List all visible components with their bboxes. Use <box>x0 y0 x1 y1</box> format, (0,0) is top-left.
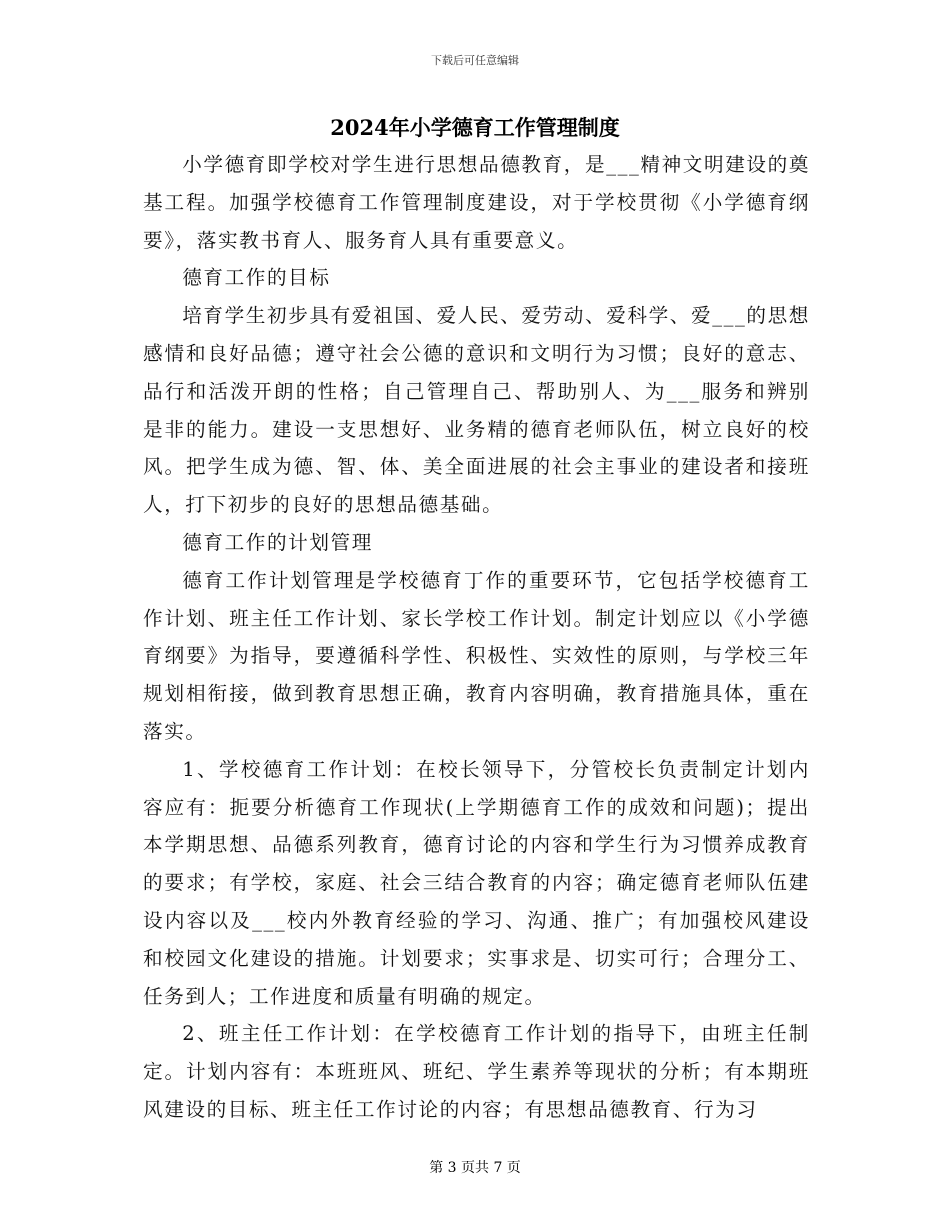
section-heading-goals: 德育工作的目标 <box>182 266 331 290</box>
intro-paragraph: 小学德育即学校对学生进行思想品德教育，是___精神文明建设的奠基工程。加强学校德育工作管理制度建设，对于学校贯彻《小学德育纲要》，落实教书育人、服务育人具有重要意义。 <box>143 153 810 252</box>
plan-management-paragraph: 德育工作计划管理是学校德育丁作的重要环节，它包括学校德育工作计划、班主任工作计划、家长学校工作计划。制定计划应以《小学德育纲要》为指导，要遵循科学性、积极性、实效性的原则，与学校三年规划相衔接，做到教育思想正确，教育内容明确，教育措施具体，重在落实。 <box>143 568 810 743</box>
class-teacher-plan-paragraph: 2、班主任工作计划：在学校德育工作计划的指导下，由班主任制定。计划内容有：本班班风、班纪、学生素养等现状的分析；有本期班风建设的目标、班主任工作讨论的内容；有思想品德教育、行为习 <box>143 1022 810 1121</box>
document-body <box>143 146 810 1129</box>
section-heading-plan-management: 德育工作的计划管理 <box>182 530 373 554</box>
page-footer: 第 3 页共 7 页 <box>429 1160 521 1176</box>
school-plan-paragraph: 1、学校德育工作计划：在校长领导下，分管校长负责制定计划内容应有：扼要分析德育工作现状(上学期德育工作的成效和问题)；提出本学期思想、品德系列教育，德育讨论的内容和学生行为习惯养成教育的要求；有学校，家庭、社会三结合教育的内容；确定德育老师队伍建设内容以及___校内外教育经验的学习、沟通、推广；有加强校风建设和校园文化建设的措施。计划要求；实事求是、切实可行；合理分工、任务到人；工作进度和质量有明确的规定。 <box>143 757 810 1008</box>
document-title: 2024年小学德育工作管理制度 <box>330 115 620 140</box>
goals-paragraph: 培育学生初步具有爱祖国、爱人民、爱劳动、爱科学、爱___的思想感情和良好品德；遵守社会公德的意识和文明行为习惯；良好的意志、品行和活泼开朗的性格；自己管理自己、帮助别人、为___服务和辨别是非的能力。建设一支思想好、业务精的德育老师队伍，树立良好的校风。把学生成为德、智、体、美全面进展的社会主事业的建设者和接班人，打下初步的良好的思想品德基础。 <box>143 304 810 517</box>
header-note: 下载后可任意编辑 <box>431 54 519 67</box>
